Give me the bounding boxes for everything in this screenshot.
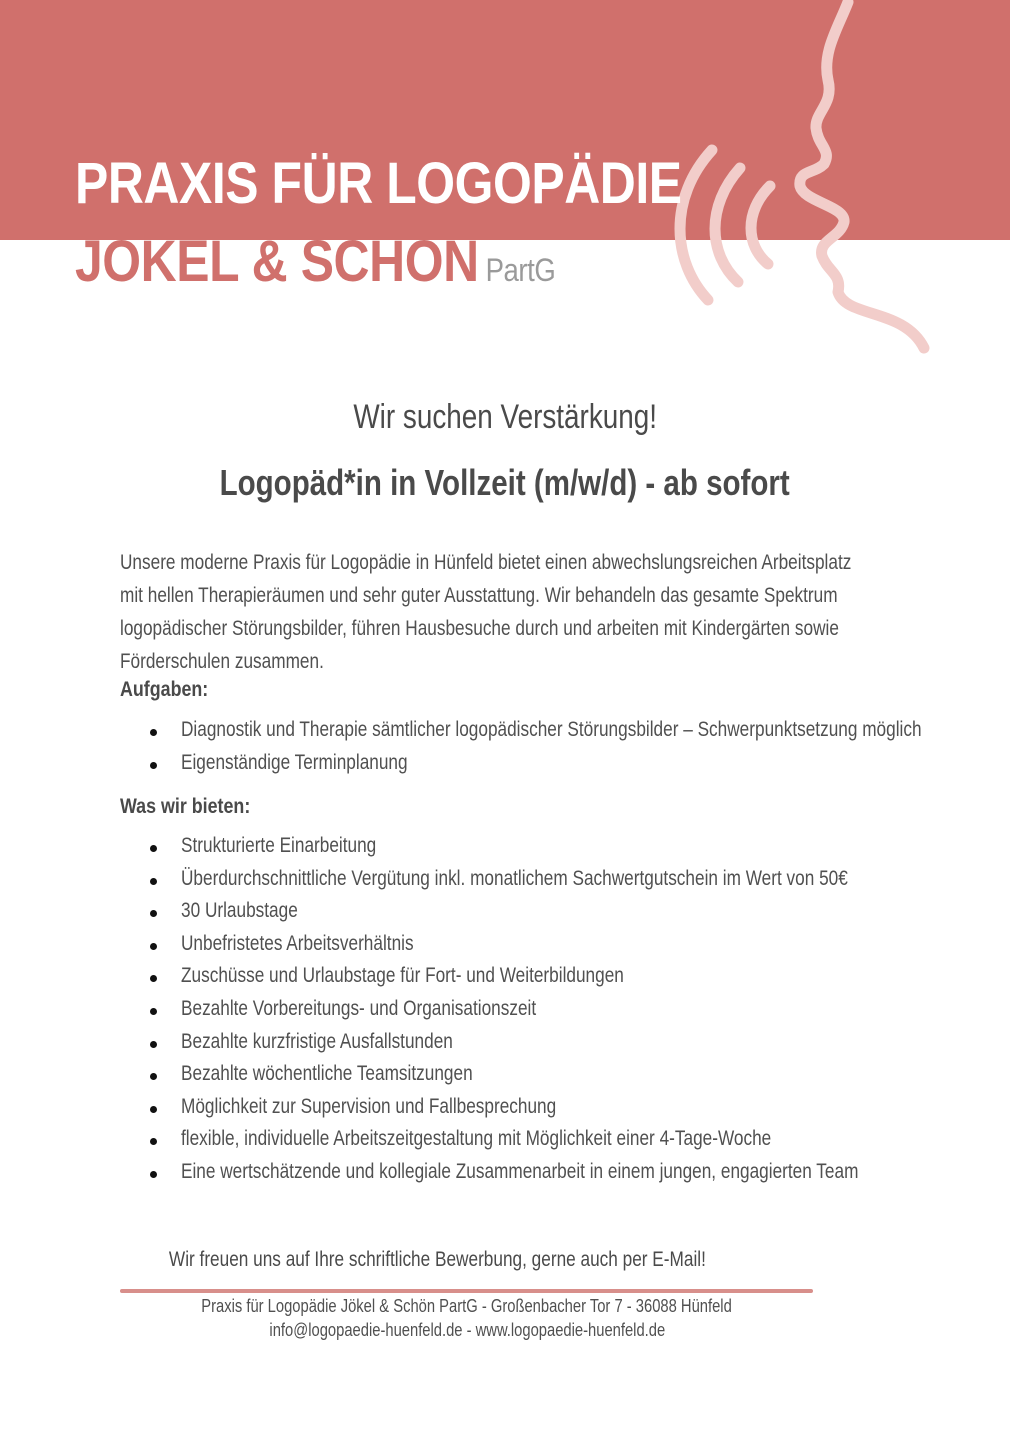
practice-name: JÖKEL & SCHÖN [75,229,479,294]
practice-title-line1: PRAXIS FÜR LOGOPÄDIE [75,151,682,216]
bullet-icon [150,1041,157,1048]
bullet-icon [150,762,157,769]
bullet-icon [150,1138,157,1145]
bullet-icon [150,1171,157,1178]
bullet-icon [150,910,157,917]
closing-line: Wir freuen uns auf Ihre schriftliche Bewerbung, gerne auch per E-Mail! [168,1248,706,1271]
bullet-icon [150,1106,157,1113]
footer-divider [120,1289,813,1293]
bullet-icon [150,1073,157,1080]
bullet-icon [150,943,157,950]
tasks-heading: Aufgaben: [120,678,209,701]
bullet-icon [150,975,157,982]
practice-title-line2 [75,228,555,295]
footer-address: Praxis für Logopädie Jökel & Schön PartG - Großenbacher Tor 7 - 36088 Hünfeld [201,1296,733,1316]
subtitle: Wir suchen Verstärkung! [353,398,657,436]
bullet-icon [150,729,157,736]
offers-heading: Was wir bieten: [120,795,251,818]
bullet-icon [150,845,157,852]
practice-legal-suffix: PartG [485,252,556,288]
job-headline: Logopäd*in in Vollzeit (m/w/d) - ab sofort [219,462,791,503]
intro-paragraph: Unsere moderne Praxis für Logopädie in Hünfeld bietet einen abwechslungsreichen Arbeitsplatz mit hellen Therapieräumen und sehr guter Ausstattung. Wir behandeln das gesamte Spektrum logopädischer Störungsbilder, führen Hausbesuche durch und arbeiten mit Kindergärten sowie Förderschulen zusammen. [120,551,852,673]
bullet-icon [150,878,157,885]
bullet-icon [150,1008,157,1015]
footer-contact: info@logopaedie-huenfeld.de - www.logopaedie-huenfeld.de [269,1320,665,1340]
